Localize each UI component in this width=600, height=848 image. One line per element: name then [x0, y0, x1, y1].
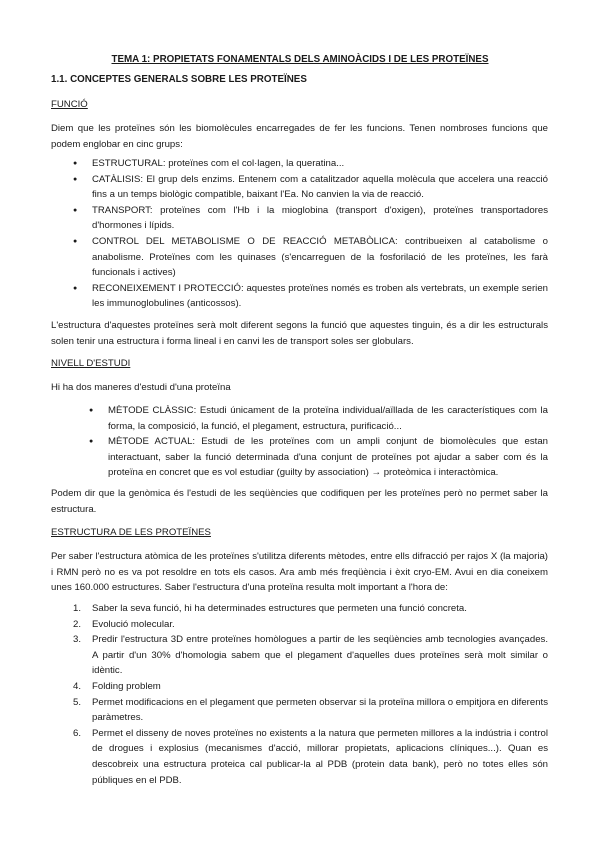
list-item: ● RECONEIXEMENT I PROTECCIÓ: aquestes proteïnes només es troben als vertebrats, un exemple serien les immunoglobulines (anticossos).	[92, 281, 548, 312]
nivell-closing: Podem dir que la genòmica és l'estudi de les seqüències que codifiquen per les proteïnes però no permet saber la estructura.	[51, 488, 548, 515]
page-title: TEMA 1: PROPIETATS FONAMENTALS DELS AMINOÀCIDS I DE LES PROTEÏNES	[111, 54, 489, 65]
section-heading: 1.1. CONCEPTES GENERALS SOBRE LES PROTEÏNES	[51, 74, 307, 85]
funcio-list	[92, 156, 548, 312]
nivell-heading: NIVELL D'ESTUDI	[51, 358, 131, 369]
list-item: 5. Permet modificacions en el plegament que permeten observar si la proteïna millora o empitjora en diferents paràmetres.	[73, 696, 548, 724]
estructura-intro: Per saber l'estructura atòmica de les proteïnes s'utilitza diferents mètodes, entre ells difracció per rajos X (la majoria) i RMN però no es va pot resoldre en tots els casos. Ara amb més freqüència i èxit cryo-EM. Avui en dia coneixem unes 160.000 estructures. Saber l'estructura d'una proteïna resulta molt important a l'hora de:	[51, 551, 548, 594]
list-item: ● ESTRUCTURAL: proteïnes com el col·lagen, la queratina...	[92, 156, 548, 172]
list-item: ● TRANSPORT: proteïnes com l'Hb i la mioglobina (transport d'oxigen), proteïnes transportadores d'hormones i lípids.	[92, 203, 548, 234]
nivell-intro: Hi ha dos maneres d'estudi d'una proteïna	[51, 382, 231, 393]
list-item: 3. Predir l'estructura 3D entre proteïnes homòlogues a partir de les seqüències amb tecnologies avançades. A partir d'un 30% d'homologia sabem que el plegament d'aquelles dues proteïnes serà molt similar o idèntic.	[73, 634, 548, 677]
funcio-closing: L'estructura d'aquestes proteïnes serà molt diferent segons la funció que aquestes tinguin, és a dir les estructurals solen tenir una estructura i forma lineal i en canvi les de transport soles ser globulars.	[51, 320, 548, 347]
list-item: ● CATÀLISIS: El grup dels enzims. Entenem com a catalitzador aquella molècula que accelera una reacció fins a un temps biològic compatible, baixant l'Ea. No canvien la via de reacció.	[92, 172, 548, 203]
list-item: 4. Folding problem	[73, 680, 161, 692]
list-item: ● MÈTODE ACTUAL: Estudi de les proteïnes com un ampli conjunt de biomolècules que estan interactuant, saber la funció determinada d'una conjunt de proteïnes pot ajudar a saber com és la proteïna en concret que es vol estudiar (guilty by association) → proteòmica i interactòmica.	[108, 434, 548, 481]
funcio-intro: Diem que les proteïnes són les biomolècules encarregades de fer les funcions. Tenen nombroses funcions que podem englobar en cinc grups:	[51, 123, 548, 150]
list-item: 2. Evolució molecular.	[73, 618, 175, 630]
estructura-list	[51, 601, 548, 788]
list-item: ● MÈTODE CLÀSSIC: Estudi únicament de la proteïna individual/aïllada de les característiques com la forma, la composició, la funció, el plegament, estructura, purificació...	[108, 403, 548, 434]
estructura-heading: ESTRUCTURA DE LES PROTEÏNES	[51, 527, 211, 538]
list-item: 6. Permet el disseny de noves proteïnes no existents a la natura que permeten millores a la indústria i control de drogues i explosius (mecanismes d'acció, millorar propietats, aplicacions clíniques...). Quan es descobreix una estructura proteica cal publicar-la al PDB (protein data bank), però no totes elles són públiques en el PDB.	[73, 727, 548, 786]
nivell-list	[108, 403, 548, 481]
funcio-heading: FUNCIÓ	[51, 99, 88, 110]
list-item: 1. Saber la seva funció, hi ha determinades estructures que permeten una funció concreta.	[73, 603, 467, 614]
list-item: ● CONTROL DEL METABOLISME O DE REACCIÓ METABÒLICA: contribueixen al catabolisme o anabolisme. Proteïnes com les quinases (s'encarreguen de la fosforilació de les proteïnes, les farà funcionals i actives)	[92, 234, 548, 281]
